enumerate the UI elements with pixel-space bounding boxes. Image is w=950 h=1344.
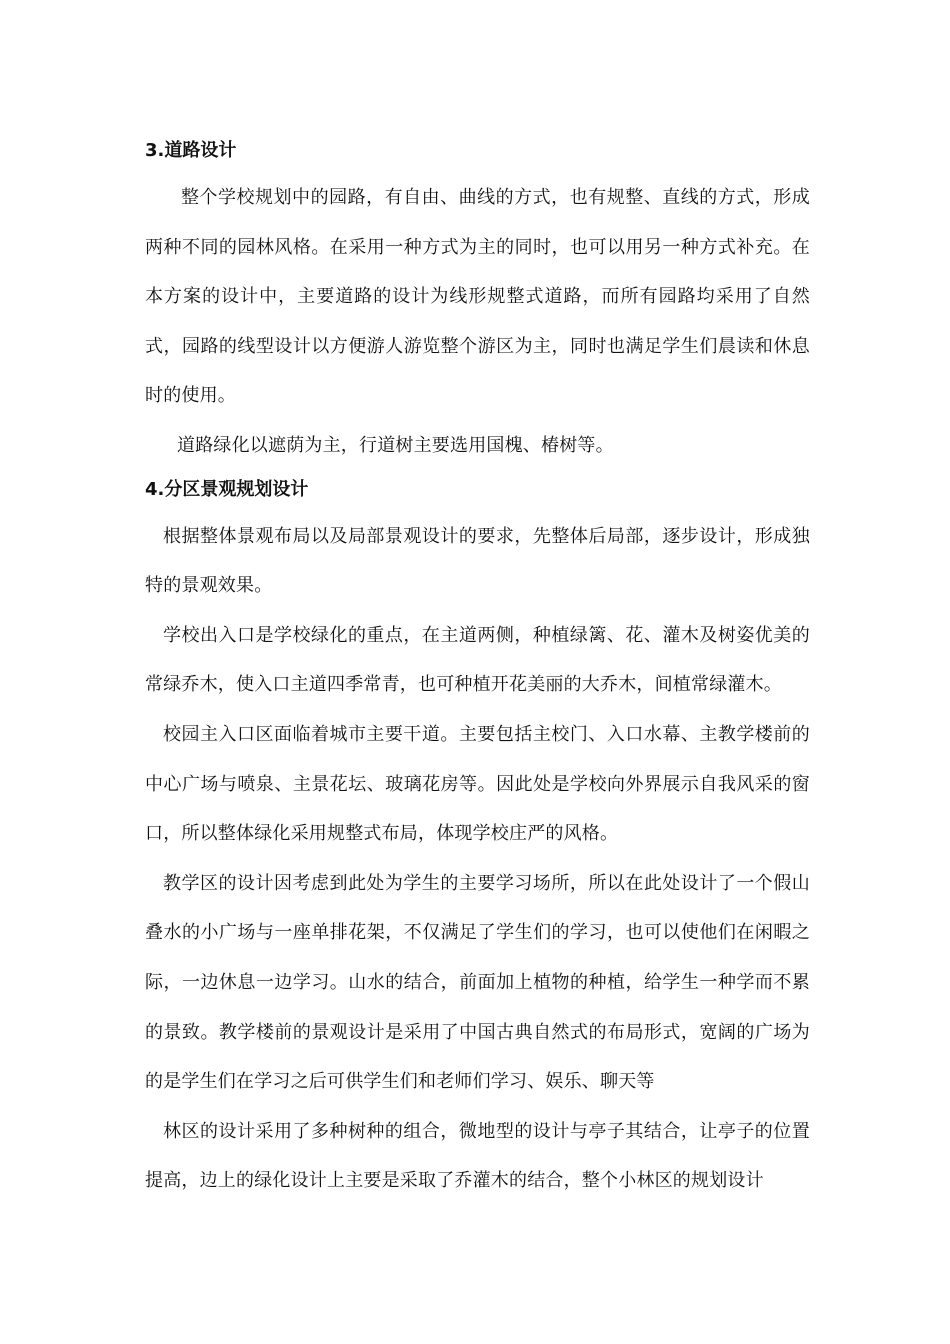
paragraph-teaching-area: 教学区的设计因考虑到此处为学生的主要学习场所，所以在此处设计了一个假山叠水的小广场与一座单排花架，不仅满足了学生们的学习，也可以使他们在闲暇之际，一边休息一边学习。山水的结合，前面加上植物的种植，给学生一种学而不累的景致。教学楼前的景观设计是采用了中国古典自然式的布局形式，宽阔的广场为的是学生们在学习之后可供学生们和老师们学习、娱乐、聊天等 <box>145 872 810 1093</box>
section-heading-zoning-design: 4.分区景观规划设计 <box>145 478 309 500</box>
paragraph-main-entrance-area: 校园主入口区面临着城市主要干道。主要包括主校门、入口水幕、主教学楼前的中心广场与喷泉、主景花坛、玻璃花房等。因此处是学校向外界展示自我风采的窗口，所以整体绿化采用规整式布局，体现学校庄严的风格。 <box>145 723 810 845</box>
document-page <box>145 132 810 1206</box>
paragraph-entrance: 学校出入口是学校绿化的重点，在主道两侧，种植绿篱、花、灌木及树姿优美的常绿乔木，使入口主道四季常青，也可种植开花美丽的大乔木，间植常绿灌木。 <box>145 624 810 696</box>
paragraph-road-greening: 道路绿化以遮荫为主，行道树主要选用国槐、椿树等。 <box>177 434 614 456</box>
section-heading-road-design: 3.道路设计 <box>145 140 237 161</box>
paragraph-forest-area: 林区的设计采用了多种树种的组合，微地型的设计与亭子其结合，让亭子的位置提高，边上的绿化设计上主要是采取了乔灌木的结合，整个小林区的规划设计 <box>145 1120 810 1192</box>
paragraph-overall-layout: 根据整体景观布局以及局部景观设计的要求，先整体后局部，逐步设计，形成独特的景观效果。 <box>145 525 810 597</box>
paragraph-road-layout: 整个学校规划中的园路，有自由、曲线的方式，也有规整、直线的方式，形成两种不同的园林风格。在采用一种方式为主的同时，也可以用另一种方式补充。在本方案的设计中，主要道路的设计为线形规整式道路，而所有园路均采用了自然式，园路的线型设计以方便游人游览整个游区为主，同时也满足学生们晨读和休息时的使用。 <box>145 187 810 407</box>
